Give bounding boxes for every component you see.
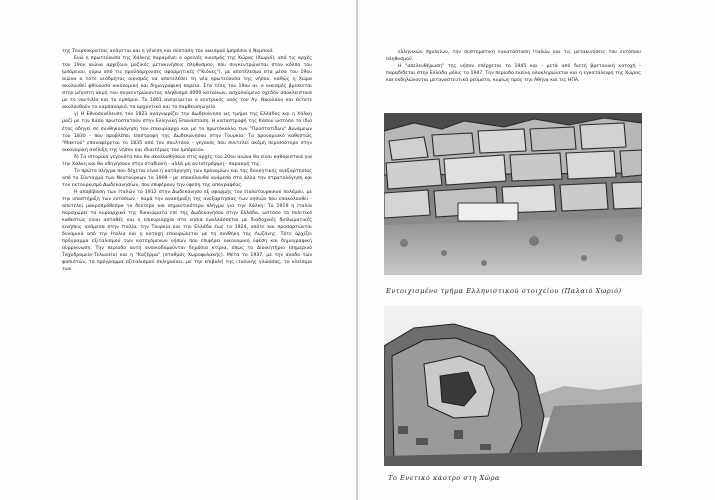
paragraph: δ) Τα ιστορικά γεγονότα που θα ακολουθήσουν στις αρχές του 20ου αιώνα θα είναι καθοριστικά για την Χάλκη και θα οδηγήσουν στην σταδιακή - αλλά μη αντιστρέψιμη - παρακμή της. [62, 154, 312, 167]
left-page [0, 0, 357, 500]
paragraph: Η αποβίβαση των Ιταλών το 1912 στην Δωδεκάνησο εξ αφορμής του Ιταλοτουρκικού πολέμου, με την υποστήριξη των εντοπίων - παρά την ανακήρυξη της ανεξαρτησίας των νησιών που επακολουθεί - αποτελεί μακροπρόθεσμα το δεύτερο και σημαντικότερο πλήγμα για την Χάλκη: Το 1919 η Ιταλία παραχωρεί τα κυριαρχικά της δικαιώματα επί της Δωδεκανήσου στην Ελλάδα, ωστόσο το πολιτικό καθεστώς είναι ασταθές και η επικυριαρχία στα νησιά εναλλάσσεται με διαδοχικές διπλωματικές κινήσεις ανάμεσα στην Ιταλία, την Τουρκία και την Ελλάδα έως το 1924, οπότε και προσαρτώνται δυναμικά από την Ιταλία και η κατοχή επικυρώνεται με τη συνθήκη της Λωζάνης. Τότε αρχίζει πρόγραμμα εξιταλισμού των κατεχόμενων νήσων που επιφέρει οικονομική ύφεση και δημογραφική συρρίκνωση. Την περίοδο αυτή ανοικοδομούνται δημόσια κτίρια, όπως το Διοικητήριο (σημερινό Ταχυδρομείο-Τελωνείο) και η "Καζέρμα" (σταθμός Χωροφυλακής). Μετά το 1937, με την άνοδο των φασιστών, το πρόγραμμα εξιταλισμού σκληραίνει, με την επιβολή της ιταλικής γλώσσας, το κλείσιμο των [62, 189, 312, 273]
right-text-column [386, 49, 641, 84]
photo-hellenistic-wall [384, 113, 642, 275]
paragraph: ελληνικών σχολείων, την συστηματική εγκατάσταση Ιταλών και τις μετακινήσεις του εντόπιου πληθυσμού. [386, 50, 641, 63]
right-page [358, 0, 715, 500]
paragraph: Το πρώτο πλήγμα που δέχεται είναι η κατάργηση των προνομίων και της διοικητικής ανεξαρτησίας από το Σύνταγμα των Νεοτούρκων το 1909 - με επακόλουθα ανάμεσα στα άλλα την στρατολόγηση και τον εκτουρκισμό Δωδεκανησίων, που επιφέρουν την ύφεση της απογραφέας. [62, 168, 312, 188]
paragraph: γ) Η Εθνοσυνέλευση του 1823 αναγνωρίζει την Δωδεκάνησο ως τμήμα της Ελλάδος και η Χάλκη μαζί με την Κάσο πρωτοστατούν στην Ελληνική Επανάσταση. Η καταστροφή της Κάσου ωστόσο το ίδιο έτος οδηγεί σε συνθηκολόγηση τον επικυρίαρχο και με το πρωτόκολλο των "Προστατίδων" Δυνάμεων του 1830 - που προβλέπει επιστροφή της Δωδεκανήσου στην Τουρκία. Το προνομιακό καθεστώς "Μακτού" επαναφέρεται το 1835 από τον σουλτάνο - γεγονός που συντελεί ακόμη περισσότερο στην οικονομική ανέλιξη της νήσου και ιδιαιτέρως του Ιμπόρειου. [62, 112, 312, 153]
photo-caption-bottom: Το Ενετικό κάστρο στη Χώρα [388, 474, 500, 482]
paragraph: Ενώ η πρωτεύουσα της Χάλκης παραμένει ο ορεινός οικισμός της Χώρας (Χωριό), από τις αρχές του 19ου αιώνα αρχίζουν μαζικές μετακινήσεις πληθυσμού, που συγκεντρώνεται στον κόλπο του Ιμπόρειου, γύρω από τις προϋπάρχουσες αφορμητικές ("Κιόνες"), με αποτέλεσμα στα μέσα του 19ου αιώνα ο τότε νεόδμητος οικισμός να αποτελέσει τη νέα πρωτεύουσα της νήσου, καθώς η Χώρα ακολουθεί φθίνουσα οικονομική και δημογραφική πορεία. Στα τέλη του 19ου αι. ο οικισμός βρίσκεται στην μέγιστη ακμή του συγκεντρώνοντας πληθυσμό 4000 κατοίκων, ασχολούμενο σχεδόν αποκλειστικά με το ναυτιλία και το εμπόριο. Το 1861 ανεγείρεται ο κεντρικός ναός του Αγ. Νικολάου και έκτοτε ακολουθούν το καμπαναριό, το αρχοντικό και το παρθεναγωγείο. [62, 56, 312, 111]
paragraph: Η "απελευθέρωση" της νήσου επέρχεται το 1945 και - μετά από διετή βρετανική κατοχή - παραδίδεται στην Ελλάδα μόλις το 1947. Την περίοδο εκείνη ολοκληρώνεται και η εγκατάλειψη της Χώρας και εκδηλώνονται μεταναστευτικά ρεύματα, κυρίως προς την Αθήνα και τις ΗΠΑ. [386, 64, 641, 84]
photo-venetian-castle [384, 306, 642, 466]
left-text-column [62, 48, 312, 274]
paragraph: της Τουρκοκρατίας ανάγεται και η γένεση και σύσταση του οικισμού Ιμπρέσια ή Νυμποιό. [62, 49, 274, 54]
photo-caption-top: Εντοιχισμένο τμήμα Ελληνιστικού στοιχείου (Παλαιό Χωριό) [386, 287, 622, 295]
